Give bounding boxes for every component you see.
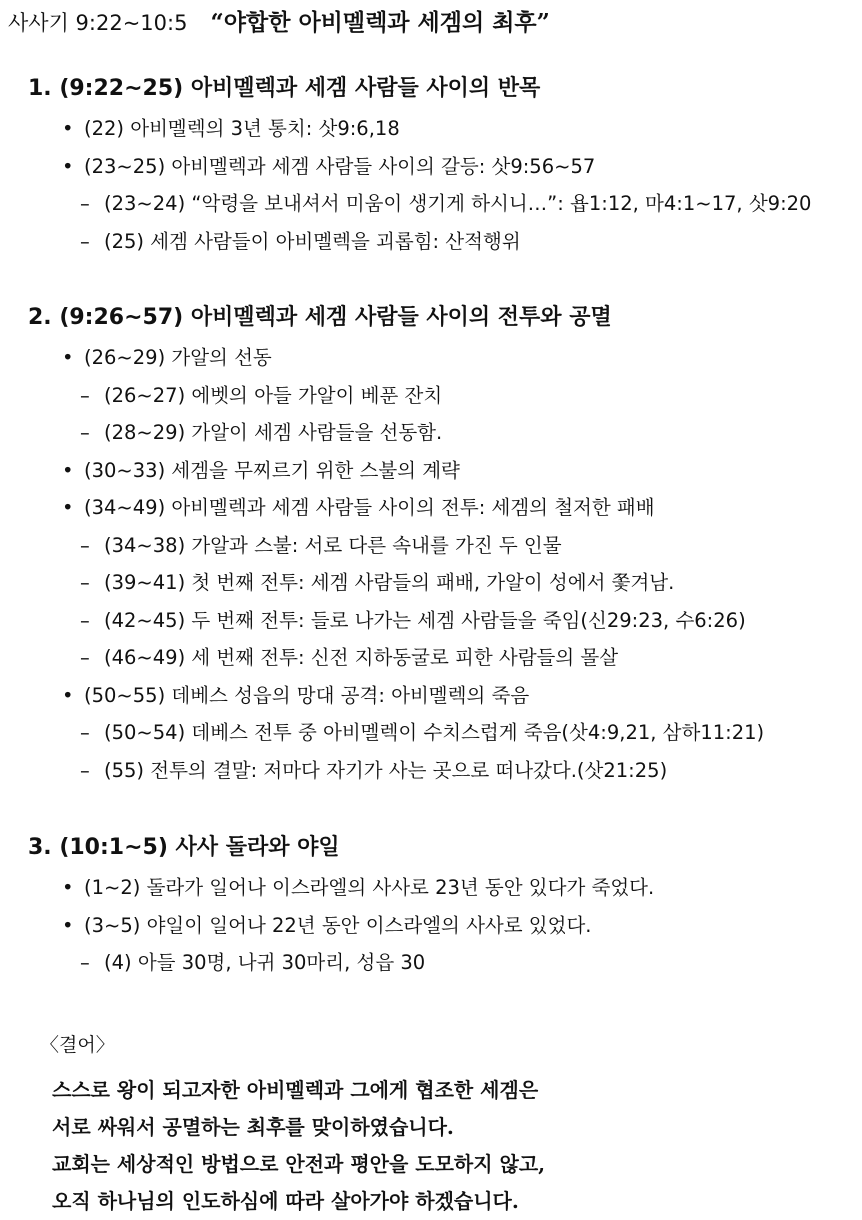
sub-list-item: – (50~54) 데베스 전투 중 아비멜렉이 수치스럽게 죽음(삿4:9,21, 삼하11:21) [0,714,862,752]
section-1 [0,68,862,260]
conclusion-text [52,1072,545,1220]
list-item: • (30~33) 세겜을 무찌르기 위한 스불의 계략 [0,452,862,490]
scripture-reference: 사사기 9:22~10:5 [8,11,188,35]
list-item: • (26~29) 가알의 선동 [0,339,862,377]
sub-list-item: – (4) 아들 30명, 나귀 30마리, 성읍 30 [0,944,862,982]
section-title: 3. (10:1~5) 사사 돌라와 야일 [28,835,340,860]
section-2 [0,297,862,789]
conclusion-line: 오직 하나님의 인도하심에 따라 살아가야 하겠습니다. [52,1189,519,1213]
conclusion-label: 〈결어〉 [40,1034,115,1056]
sub-list-item: – (34~38) 가알과 스불: 서로 다른 속내를 가진 두 인물 [0,527,862,565]
list-item: • (22) 아비멜렉의 3년 통치: 삿9:6,18 [0,110,862,148]
page-header [8,4,550,37]
list-item: • (50~55) 데베스 성읍의 망대 공격: 아비멜렉의 죽음 [0,677,862,715]
sub-list-item: – (26~27) 에벳의 아들 가알이 베푼 잔치 [0,377,862,415]
sub-list-item: – (42~45) 두 번째 전투: 들로 나가는 세겜 사람들을 죽임(신29:23, 수6:26) [0,602,862,640]
conclusion-line: 교회는 세상적인 방법으로 안전과 평안을 도모하지 않고, [52,1152,546,1176]
sub-list-item: – (39~41) 첫 번째 전투: 세겜 사람들의 패배, 가알이 성에서 쫓겨남. [0,564,862,602]
list-item: • (23~25) 아비멜렉과 세겜 사람들 사이의 갈등: 삿9:56~57 [0,148,862,186]
section-title: 2. (9:26~57) 아비멜렉과 세겜 사람들 사이의 전투와 공멸 [28,305,612,330]
sub-list-item: – (55) 전투의 결말: 저마다 자기가 사는 곳으로 떠나갔다.(삿21:25) [0,752,862,790]
sub-list-item: – (23~24) “악령을 보내셔서 미움이 생기게 하시니…”: 욥1:12, 마4:1~17, 삿9:20 [0,185,862,223]
list-item: • (34~49) 아비멜렉과 세겜 사람들 사이의 전투: 세겜의 철저한 패배 [0,489,862,527]
section-title: 1. (9:22~25) 아비멜렉과 세겜 사람들 사이의 반목 [28,76,541,101]
sub-list-item: – (25) 세겜 사람들이 아비멜렉을 괴롭힘: 산적행위 [0,223,862,261]
conclusion-line: 스스로 왕이 되고자한 아비멜렉과 그에게 협조한 세겜은 [52,1078,539,1102]
conclusion-line: 서로 싸워서 공멸하는 최후를 맞이하였습니다. [52,1115,454,1139]
sermon-title: “야합한 아비멜렉과 세겜의 최후” [210,9,550,36]
list-item: • (3~5) 야일이 일어나 22년 동안 이스라엘의 사사로 있었다. [0,907,862,945]
sub-list-item: – (46~49) 세 번째 전투: 신전 지하동굴로 피한 사람들의 몰살 [0,639,862,677]
section-3 [0,827,862,982]
list-item: • (1~2) 돌라가 일어나 이스라엘의 사사로 23년 동안 있다가 죽었다. [0,869,862,907]
sub-list-item: – (28~29) 가알이 세겜 사람들을 선동함. [0,414,862,452]
